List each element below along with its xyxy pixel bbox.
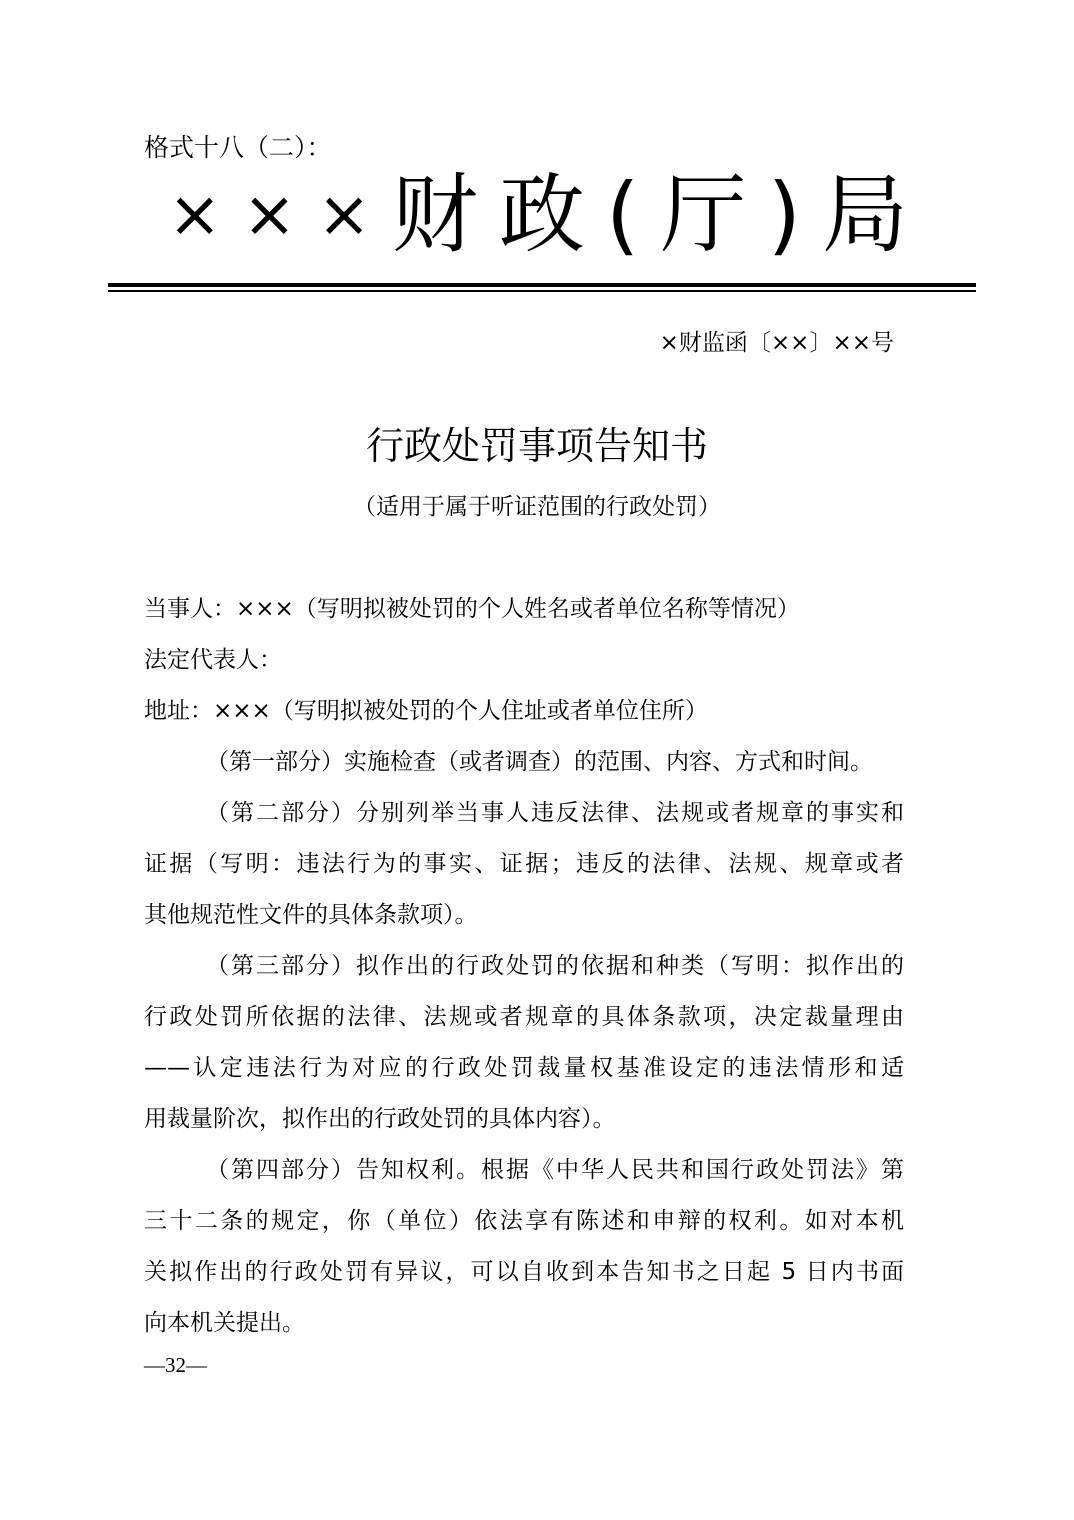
party-line: 地址：×××（写明拟被处罚的个人住址或者单位住所）: [144, 698, 708, 724]
paragraph-line: 行政处罚所依据的法律、法规或者规章的具体条款项，决定裁量理由: [144, 1004, 904, 1030]
paragraph-line: 证据（写明：违法行为的事实、证据；违反的法律、法规、规章或者: [144, 851, 904, 877]
paragraph-line: 关拟作出的行政处罚有异议，可以自收到本告知书之日起 5 日内书面: [144, 1259, 904, 1285]
page-number: —32—: [144, 1353, 207, 1377]
party-line: 当事人：×××（写明拟被处罚的个人姓名或者单位名称等情况）: [144, 596, 800, 622]
header-divider-thin: [108, 290, 976, 292]
org-header-char: 政: [498, 165, 585, 265]
org-placeholder-mark: ×: [168, 178, 222, 252]
document-subtitle: （适用于属于听证范围的行政处罚）: [353, 494, 721, 520]
org-header-char: 财: [391, 165, 478, 265]
party-line: 法定代表人：: [144, 647, 282, 673]
paragraph-line: （第三部分）拟作出的行政处罚的依据和种类（写明：拟作出的: [206, 953, 904, 979]
format-label: 格式十八（二）：: [144, 133, 332, 162]
paragraph-line: 向本机关提出。: [144, 1310, 305, 1336]
paragraph-line: （第二部分）分别列举当事人违反法律、法规或者规章的事实和: [206, 800, 904, 826]
org-header-char: (: [605, 165, 640, 265]
header-divider-thick: [108, 283, 976, 287]
document-title: 行政处罚事项告知书: [365, 424, 708, 468]
document-body: [144, 584, 904, 1349]
org-placeholder-mark: ×: [242, 178, 297, 252]
paragraph-line: 用裁量阶次，拟作出的行政处罚的具体内容）。: [144, 1106, 616, 1132]
paragraph-line: ——认定违法行为对应的行政处罚裁量权基准设定的违法情形和适: [144, 1055, 904, 1081]
org-placeholder-mark: ×: [317, 178, 371, 252]
paragraph-line: （第一部分）实施检查（或者调查）的范围、内容、方式和时间。: [206, 749, 873, 775]
paragraph-line: （第四部分）告知权利。根据《中华人民共和国行政处罚法》第: [206, 1157, 904, 1183]
org-header-char: ): [767, 165, 801, 265]
document-number: ×财监函〔××〕××号: [659, 330, 894, 356]
issuing-authority-header: [168, 160, 908, 270]
paragraph-line: 其他规范性文件的具体条款项）。: [144, 902, 478, 928]
paragraph-line: 三十二条的规定，你（单位）依法享有陈述和申辩的权利。如对本机: [144, 1208, 904, 1234]
org-header-char: 厅: [660, 165, 747, 265]
org-header-char: 局: [822, 165, 908, 265]
